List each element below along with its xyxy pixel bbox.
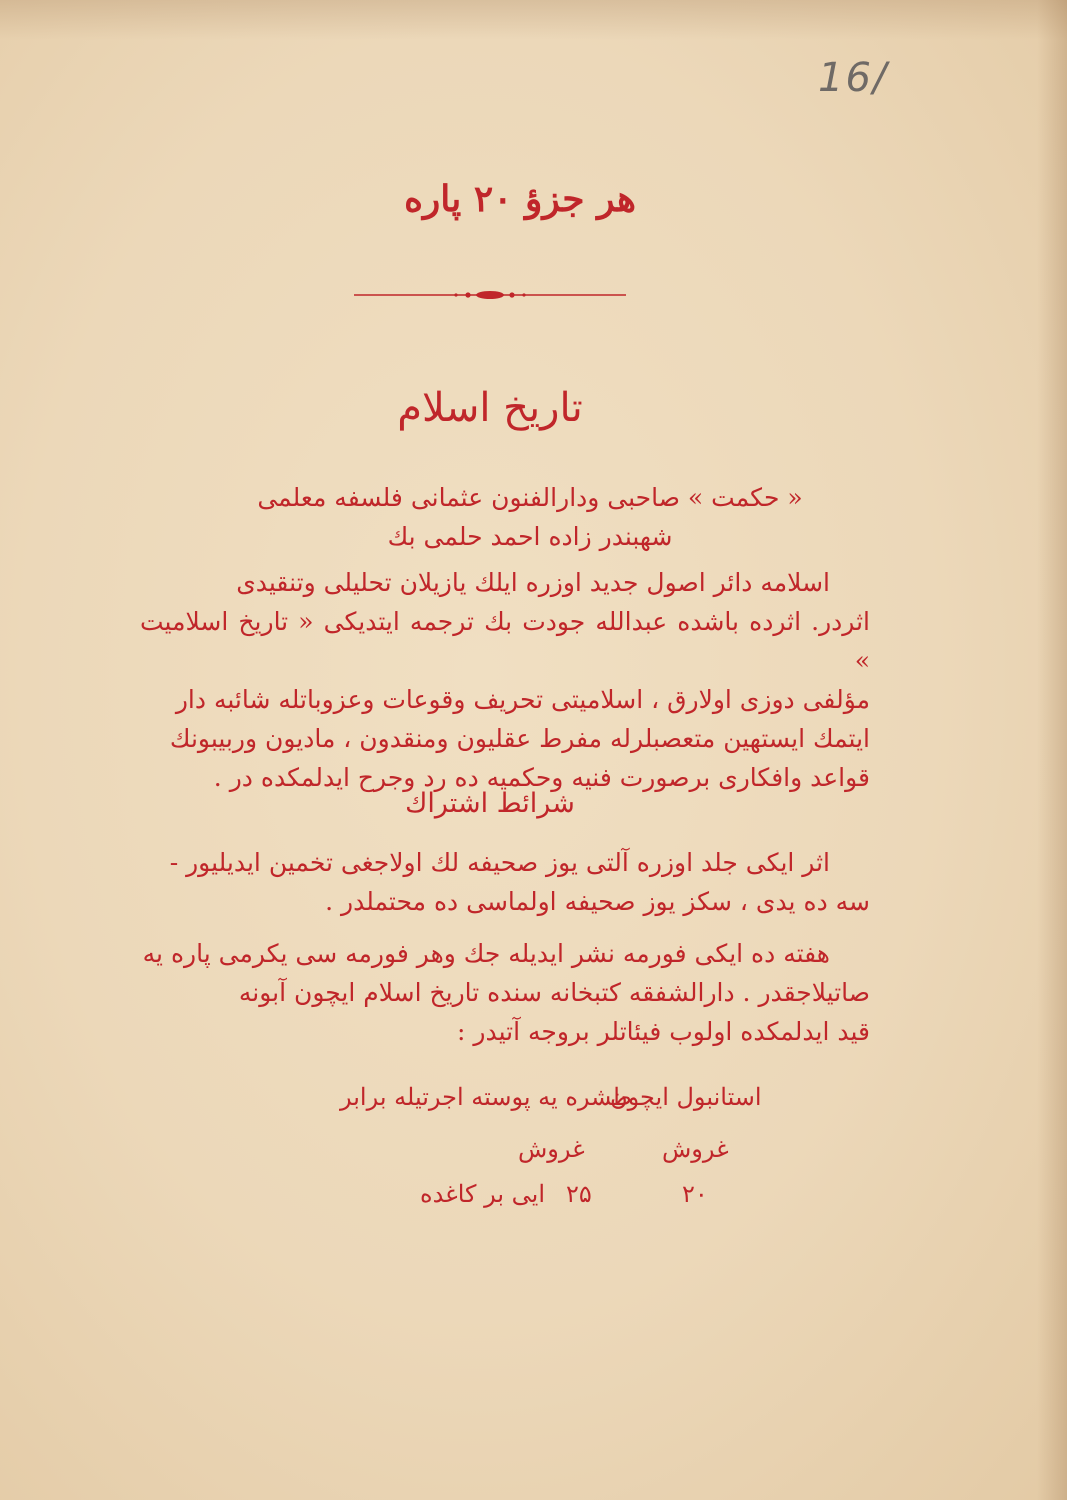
author-line-2: شهبندر زاده احمد حلمى بك: [387, 522, 673, 551]
subscription-line: قيد ايدلمكده اولوب فيئاتلر بروجه آتيدر :: [457, 1017, 870, 1046]
subscription-line: اثر ايكى جلد اوزره آلتى يوز صحيفه لك اولاجغى تخمين ايديليور -: [169, 848, 830, 877]
subscription-heading: شرائط اشتراك: [405, 788, 575, 819]
paper-stain: [0, 0, 1067, 40]
table-price-istanbul: ۲۰: [682, 1180, 708, 1208]
description-line: مؤلفى دوزى اولارق ، اسلاميتى تحريف وقوعات وعزوباتله شائبه دار: [175, 685, 870, 714]
subscription-paragraph-2: [140, 934, 870, 1051]
book-title: تاريخ اسلام: [397, 385, 583, 431]
table-header-istanbul: استانبول ايچون: [610, 1083, 762, 1111]
paper-edge-shadow: [1037, 0, 1067, 1500]
subscription-paragraph-1: [140, 843, 870, 921]
description-line: اسلامه دائر اصول جديد اوزره ايلك يازيلان تحليلى وتنقيدى: [236, 568, 830, 597]
subscription-line: هفته ده ايكى فورمه نشر ايديله جك وهر فورمه سى يكرمى پاره يه: [142, 939, 830, 968]
subscription-line: سه ده يدى ، سكز يوز صحيفه اولماسى ده محتملدر .: [325, 887, 870, 916]
description-line: اثردر. اثرده باشده عبدالله جودت بك ترجمه ايتديكى « تاريخ اسلاميت »: [140, 607, 870, 675]
pencil-annotation: 16/: [818, 55, 889, 101]
table-unit-tashra: غروش: [518, 1135, 585, 1163]
table-header-tashra: طشره يه پوسته اجرتيله برابر: [340, 1083, 632, 1111]
description-paragraph: [140, 563, 870, 797]
price-line: هر جزؤ ۲۰ پاره: [404, 178, 636, 220]
table-price-tashra: ۲۵: [566, 1180, 592, 1208]
table-row-label: ايى بر كاغده: [420, 1180, 545, 1208]
author-line-1: « حكمت » صاحبى ودارالفنون عثمانى فلسفه معلمى: [257, 483, 803, 512]
subscription-line: صاتيلاجقدر . دارالشفقه كتبخانه سنده تاريخ اسلام ايچون آبونه: [238, 978, 870, 1007]
ornamental-rule: [354, 287, 626, 303]
table-unit-istanbul: غروش: [662, 1135, 729, 1163]
description-line: ايتمك ايستهين متعصبلرله مفرط عقليون ومنقدون ، ماديون وربيبونك: [169, 724, 870, 753]
description-line: قواعد وافكارى برصورت فنيه وحكميه ده رد وجرح ايدلمكده در .: [213, 763, 870, 792]
